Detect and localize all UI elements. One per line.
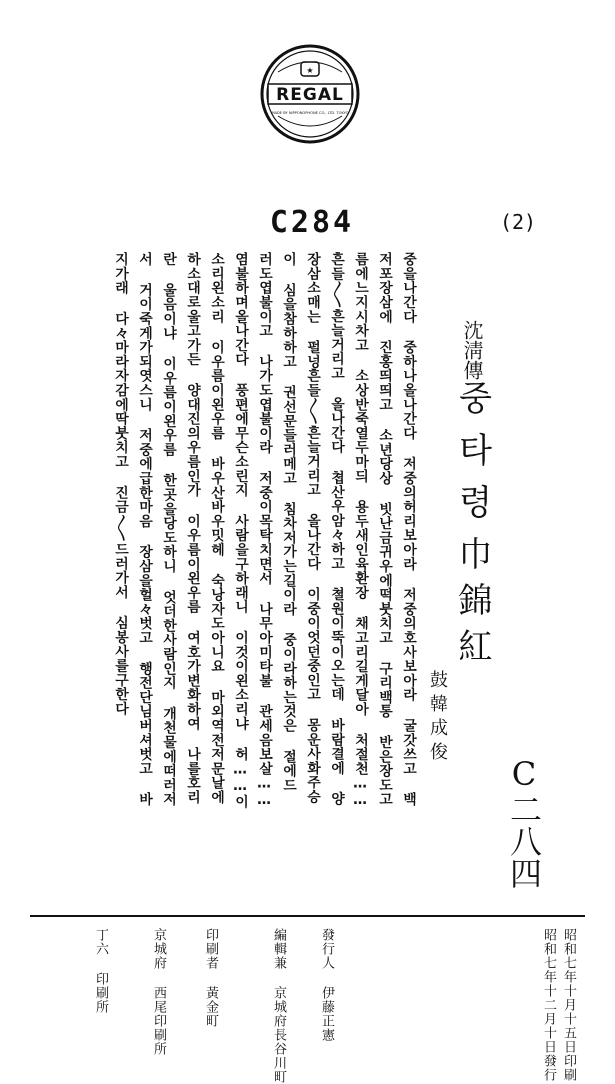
author-credit: 鼓韓成俊: [427, 670, 448, 766]
catalog-number: C284: [269, 205, 355, 240]
fine-print: MADE BY NIPPONOPHONE CO., LTD. TOKYO: [271, 111, 349, 115]
svg-text:★: ★: [306, 66, 314, 75]
regal-seal: [258, 42, 362, 146]
title-prefix: 沈淸傳: [460, 320, 484, 380]
title-main: 중타령: [452, 380, 492, 536]
regal-logo: [258, 42, 362, 146]
lyrics-line: 염불하며올나간다 풍편에무슨소린지 사람을구하래니 이것이왼소리냐 허……이: [232, 252, 248, 809]
lyrics-line: 저포장삼에 진홍띄띄고 소년당상 빗난금귀우에떡붓치고 구리백통 반은장도고: [376, 252, 392, 807]
lyrics-line: 름에느지시차고 소상반죽열두마듸 용두새인육환장 채고리길게달아 처절천……: [352, 252, 368, 809]
lyrics-line: 흔들〳〵흔늘거리고 올나간다 쳡산우암々하고 쳘원이뚝이오는데 바람결에 양: [328, 252, 344, 806]
colophon-line: 丁六 印刷所: [93, 928, 108, 1014]
footer-divider: [30, 915, 585, 917]
title-performers: 巾錦紅: [452, 536, 492, 674]
song-title: [452, 320, 492, 860]
colophon-line: 昭和七年十月十五日印刷: [561, 928, 576, 1082]
lyrics-line: 이 심을참하하고 권선문들러메고 침차저가는길이라 중이라하는것은 절에드: [280, 252, 296, 793]
side-number: (2): [499, 210, 537, 234]
lyrics-line: 지가래 다々마라자감에딱붓치고 진금〳〵드러가서 심봉사를구한다: [112, 252, 128, 716]
colophon-line: 昭和七年十二月十日發行: [541, 928, 556, 1082]
lyrics-line: 러도엽불이고 나가도엽불이라 저중이목탁치면서 나무아미타불 관세음보살……: [256, 252, 272, 809]
lyrics-line: 장삼소매는 펄넝흔들〳〵흔늘거리고 올나간다 이중이엇던중인고 몽운사화주승: [304, 252, 320, 804]
lyrics-line: 서 거이죽게가되엿스니 저중에급한마음 장삼을헐々벗고 행전단님버셔벗고 바: [136, 252, 152, 807]
lyrics-line: 란 울음이냐 이우름이왼우름 한곳을당도하니 엇더한사람인지 개천물에떠러저: [160, 252, 176, 807]
colophon-line: 京城府 西尾印刷所: [151, 928, 166, 1056]
colophon-line: 編輯兼 京城府長谷川町: [271, 928, 286, 1084]
brand-text: REGAL: [276, 85, 344, 105]
lyrics-line: 하소대로울고가든 양대진의우름인가 이우름이왼우름 여호가변화하여 나를호리: [184, 252, 200, 805]
lyrics-line: 중을나간다 중하나올나간다 저중의허리보아라 저중의호사보아라 굴갓쓰고 백: [400, 252, 416, 807]
colophon-line: 印刷者 黃金町: [203, 928, 218, 1028]
colophon-line: 發行人 伊藤正憲: [319, 928, 334, 1042]
record-label-number: C二八四: [505, 755, 543, 889]
lyrics-line: 소리왼소리 이우름이왼우름 바우산바우밋헤 숙낭자도아니요 마외역전저문날에: [208, 252, 224, 805]
